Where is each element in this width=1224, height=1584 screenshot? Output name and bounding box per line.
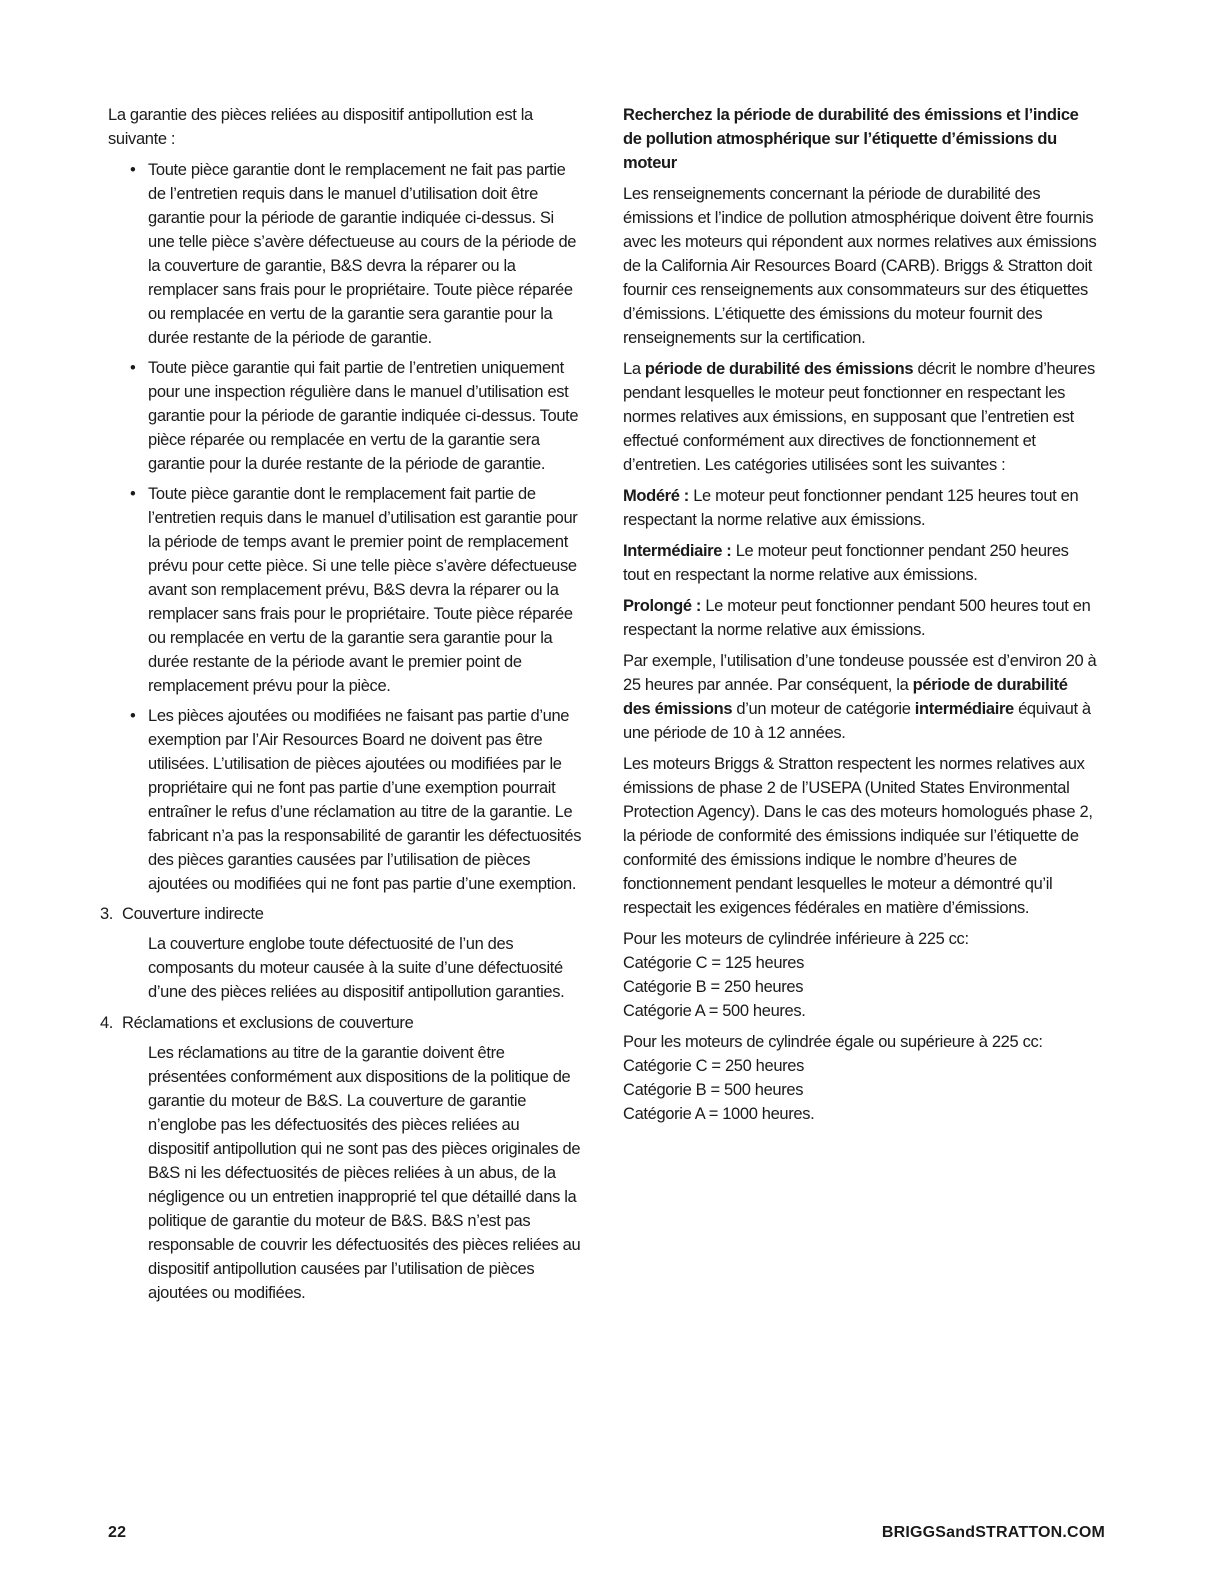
text: La xyxy=(623,360,645,378)
item-number: 4. xyxy=(99,1014,113,1032)
bold-term: intermédiaire xyxy=(914,700,1014,718)
list-item: • Toute pièce garantie qui fait partie de l’entretien uniquement pour une inspection régulière dans le manuel d’utilisation est garantie pour la période de garantie indiquée ci-dessus. Toute pièce réparée ou remplacée en vertu de la garantie sera garantie pour la durée restante de la période de garantie. xyxy=(148,356,582,476)
list-item: • Toute pièce garantie dont le remplacement fait partie de l’entretien requis dans le manuel d’utilisation est garantie pour la période de temps avant le premier point de remplacement prévu pour cette pièce. Si une telle pièce s’avère défectueuse avant son remplacement prévu, B&S devra la réparer ou la remplacer sans frais pour le propriétaire. Toute pièce réparée ou remplacée en vertu de la garantie sera garantie pour la durée restante de la période avant le premier point de remplacement prévu pour la pièce. xyxy=(148,482,582,698)
category-text: Le moteur peut fonctionner pendant 125 heures tout en respectant la norme relative aux émissions. xyxy=(623,487,1079,529)
bold-term: période de durabilité des émissions xyxy=(644,360,914,378)
category-text: Le moteur peut fonctionner pendant 250 heures tout en respectant la norme relative aux émissions. xyxy=(623,542,1069,584)
text: équivaut à une période de 10 à 12 années. xyxy=(623,700,1091,742)
category-label: Intermédiaire : xyxy=(623,542,732,560)
category-intermediate xyxy=(623,539,1097,587)
bold-term: période de durabilité des émissions xyxy=(623,676,1068,718)
category-label: Prolongé : xyxy=(623,597,702,615)
item-3-body: La couverture englobe toute défectuosité de l’un des composants du moteur causée à la suite d’une défectuosité d’une des pièces reliées au dispositif antipollution garanties. xyxy=(148,935,565,1001)
page-number: 22 xyxy=(108,1524,127,1541)
left-column xyxy=(99,103,582,1312)
section-heading: Recherchez la période de durabilité des émissions et l’indice de pollution atmosphérique sur l’étiquette d’émissions du moteur xyxy=(623,106,1079,172)
item-4-body: Les réclamations au titre de la garantie doivent être présentées conformément aux dispositions de la politique de garantie du moteur de B&S. La couverture de garantie n’englobe pas les défectuosités des pièces reliées au dispositif antipollution qui ne sont pas des pièces originales de B&S ni les défectuosités de pièces reliées à un abus, de la négligence ou un entretien inapproprié tel que détaillé dans la politique de garantie du moteur de B&S. B&S n’est pas responsable de couvrir les défectuosités des pièces reliées au dispositif antipollution causées par l’utilisation de pièces ajoutées ou modifiées. xyxy=(148,1044,581,1302)
item-number: 3. xyxy=(99,905,113,923)
text: Par exemple, l’utilisation d’une tondeuse poussée est d’environ 20 à 25 heures par année. Par conséquent, la xyxy=(623,652,1097,694)
list-intro: Pour les moteurs de cylindrée égale ou supérieure à 225 cc: xyxy=(623,1033,1043,1051)
list-item: Catégorie B = 250 heures xyxy=(623,978,804,996)
item-title: Couverture indirecte xyxy=(122,905,264,923)
warranty-bullet-list xyxy=(108,158,582,896)
text: décrit le nombre d’heures pendant lesquelles le moteur peut fonctionner en respectant les normes relatives aux émissions, en supposant que l’entretien est effectué conformément aux directives de fonctionnement et d’entretien. Les catégories utilisées sont les suivantes : xyxy=(623,360,1095,474)
list-item: Catégorie A = 500 heures. xyxy=(623,1002,806,1020)
item-3-heading xyxy=(99,902,582,926)
website-link[interactable]: BRIGGSandSTRATTON.COM xyxy=(881,1524,1105,1541)
right-column xyxy=(623,103,1097,1126)
text: d’un moteur de catégorie xyxy=(732,700,915,718)
list-item: • Les pièces ajoutées ou modifiées ne faisant pas partie d’une exemption par l’Air Resources Board ne doivent pas être utilisées. L’utilisation de pièces ajoutées ou modifiées par le propriétaire qui ne font pas partie d’une exemption pourrait entraîner le refus d’une réclamation au titre de la garantie. Le fabricant n’a pas la responsabilité de garantir les défectuosités des pièces garanties causées par l’utilisation de pièces ajoutées ou modifiées qui ne font pas partie d’une exemption. xyxy=(148,704,582,896)
paragraph-durability xyxy=(623,357,1097,477)
example-paragraph xyxy=(623,649,1097,745)
warranty-intro: La garantie des pièces reliées au dispositif antipollution est la suivante : xyxy=(108,106,533,148)
category-list-small-engines xyxy=(623,927,1097,1023)
list-item: Catégorie A = 1000 heures. xyxy=(623,1105,815,1123)
paragraph: Les renseignements concernant la période de durabilité des émissions et l’indice de pollution atmosphérique doivent être fournis avec les moteurs qui répondent aux normes relatives aux émissions de la California Air Resources Board (CARB). Briggs & Stratton doit fournir ces renseignements aux consommateurs sur des étiquettes d’émissions. L’étiquette des émissions du moteur fournit des renseignements sur la certification. xyxy=(623,185,1097,347)
list-item: Catégorie C = 125 heures xyxy=(623,954,805,972)
list-item: Catégorie B = 500 heures xyxy=(623,1081,804,1099)
category-text: Le moteur peut fonctionner pendant 500 heures tout en respectant la norme relative aux émissions. xyxy=(623,597,1091,639)
item-title: Réclamations et exclusions de couverture xyxy=(122,1014,414,1032)
item-4-heading xyxy=(99,1011,582,1035)
category-moderate xyxy=(623,484,1097,532)
paragraph: Les moteurs Briggs & Stratton respectent les normes relatives aux émissions de phase 2 de l’USEPA (United States Environmental Protection Agency). Dans le cas des moteurs homologués phase 2, la période de conformité des émissions indiquée sur l’étiquette de conformité des émissions indique le nombre d’heures de fonctionnement pendant lesquelles le moteur a démontré qu’il respectait les exigences fédérales en matière d’émissions. xyxy=(623,755,1093,917)
category-label: Modéré : xyxy=(623,487,689,505)
list-intro: Pour les moteurs de cylindrée inférieure à 225 cc: xyxy=(623,930,969,948)
category-extended xyxy=(623,594,1097,642)
list-item: • Toute pièce garantie dont le remplacement ne fait pas partie de l’entretien requis dans le manuel d’utilisation doit être garantie pour la période de garantie indiquée ci-dessus. Si une telle pièce s’avère défectueuse au cours de la période de la couverture de garantie, B&S devra la réparer ou la remplacer sans frais pour le propriétaire. Toute pièce réparée ou remplacée en vertu de la garantie sera garantie pour la durée restante de la période de garantie. xyxy=(148,158,582,350)
category-list-large-engines xyxy=(623,1030,1097,1126)
list-item: Catégorie C = 250 heures xyxy=(623,1057,805,1075)
